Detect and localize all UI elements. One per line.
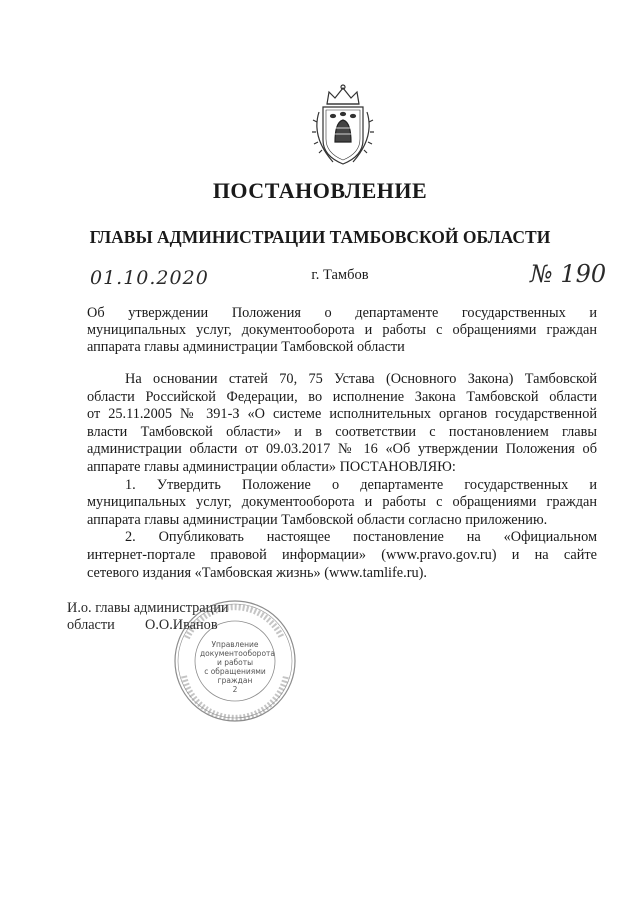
subject-line: Об утверждении Положения о департаменте государственных и [87, 305, 597, 321]
signatory-name: О.О.Иванов [145, 617, 218, 633]
signatory-title-line: И.о. главы администрации [67, 600, 229, 616]
issuer-title: ГЛАВЫ АДМИНИСТРАЦИИ ТАМБОВСКОЙ ОБЛАСТИ [89, 227, 551, 247]
body-line: аппарате главы администрации области» ПОСТАНОВЛЯЮ: [87, 458, 456, 475]
body-line: от 25.11.2005 № 391-З «О системе исполнительных органов государственной [87, 406, 597, 423]
document-city: г. Тамбов [311, 267, 369, 283]
body-line: интернет-портале правовой информации» (www.pravo.gov.ru) и на сайте [87, 546, 597, 563]
document-type-title: ПОСТАНОВЛЕНИЕ [212, 178, 428, 203]
subject-line: аппарата главы администрации Тамбовской области [87, 339, 405, 355]
body-line: области Российской Федерации, во исполнение Закона Тамбовской области [87, 388, 597, 405]
stamp-line: с обращениями [204, 667, 266, 676]
stamp-line: документооборота [200, 649, 275, 658]
body-line: власти Тамбовской области» и в соответствии с постановлением главы [87, 423, 597, 440]
stamp-line: Управление [211, 640, 259, 649]
document-subject [87, 305, 597, 356]
body-line: 2. Опубликовать настоящее постановление на «Официальном [125, 529, 597, 546]
body-line: муниципальных услуг, документооборота и работы с обращениями граждан [87, 494, 597, 511]
signatory-title-line: области [67, 617, 115, 633]
body-line: На основании статей 70, 75 Устава (Основного Закона) Тамбовской [125, 371, 597, 387]
stamp-line: граждан [217, 676, 253, 685]
body-line: администрации области от 09.03.2017 № 16 «Об утверждении Положения об [87, 441, 597, 458]
stamp-inner-text [200, 640, 275, 694]
stamp-line: и работы [216, 658, 254, 667]
document-date: 01.10.2020 [90, 267, 209, 289]
document-number: № 190 [530, 260, 607, 288]
subject-line: муниципальных услуг, документооборота и работы с обращениями граждан [87, 322, 597, 338]
body-line: сетевого издания «Тамбовская жизнь» (www.tamlife.ru). [87, 564, 427, 581]
body-line: 1. Утвердить Положение о департаменте государственных и [125, 476, 597, 493]
body-line: аппарата главы администрации Тамбовской области согласно приложению. [87, 511, 548, 528]
stamp-line: 2 [232, 685, 238, 694]
document-body [87, 371, 597, 582]
tambov-coat-of-arms-icon [303, 82, 383, 168]
